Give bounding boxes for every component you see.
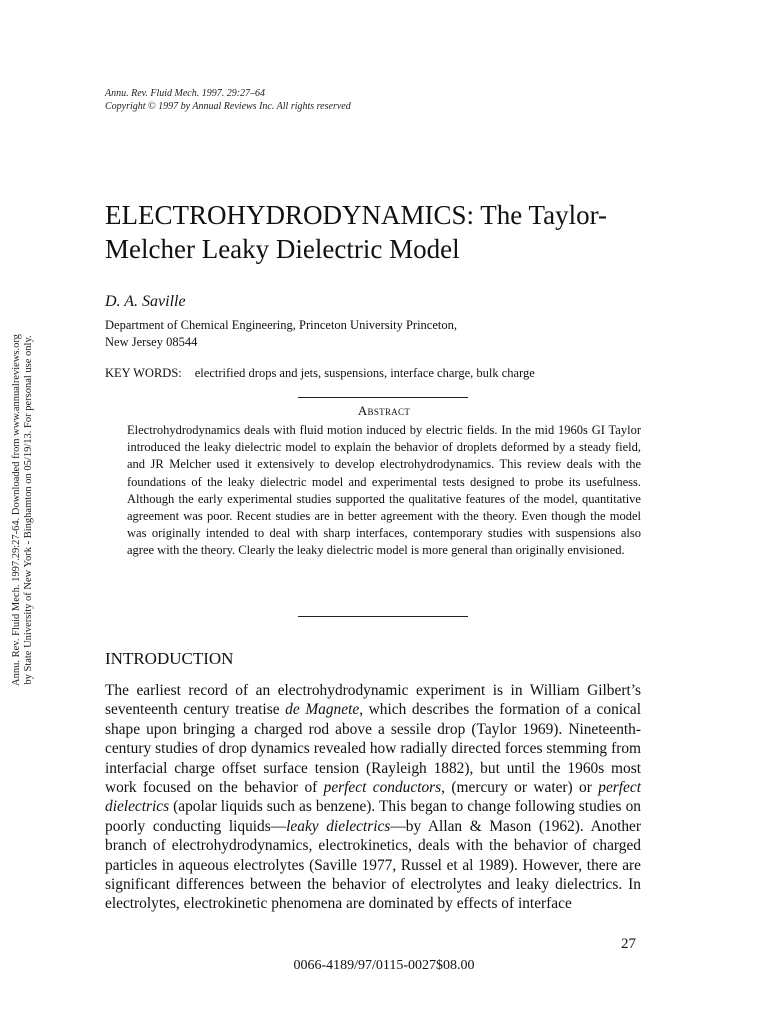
intro-text: The earliest record of an electrohydrodynamic experiment is in William Gilbert’s seventeenth century treatise bbox=[105, 682, 641, 719]
affiliation-line-1: Department of Chemical Engineering, Princeton University Princeton, bbox=[105, 318, 457, 332]
intro-text: , (mercury or water) or bbox=[441, 779, 599, 797]
intro-text: , which describes the formation of a conical shape upon bringing a charged rod above a sessile drop (Taylor 1969). Nineteenth-century studies of drop dynamics revealed how radially directed forces stemming from interfacial charge offset surface tension (Rayleigh 1882), but until the 1960s most work focused on the behavior of bbox=[105, 701, 641, 797]
author-affiliation bbox=[105, 317, 457, 351]
intro-text: —by Allan & Mason (1962). Another branch of electrohydrodynamics, electrokinetics, deals with the behavior of charged particles in aqueous electrolytes (Saville 1977, Russel et al 1989). However, there are significant differences between the behavior of electrolytes and leaky dielectrics. In electrolytes, electrokinetic phenomena are dominated by effects of interface bbox=[105, 817, 641, 913]
watermark-line-2: by State University of New York - Binghamton on 05/19/13. For personal use only. bbox=[23, 335, 34, 685]
abstract-bottom-rule bbox=[298, 616, 468, 617]
keywords-list: electrified drops and jets, suspensions, interface charge, bulk charge bbox=[194, 366, 535, 380]
download-watermark bbox=[0, 280, 46, 740]
page-number: 27 bbox=[621, 936, 636, 952]
intro-text: (apolar liquids such as benzene). This began to change following studies on poorly conducting liquids— bbox=[105, 798, 641, 835]
section-heading-introduction: INTRODUCTION bbox=[105, 649, 234, 668]
keywords-label: KEY WORDS: bbox=[105, 366, 182, 380]
keywords bbox=[105, 366, 535, 381]
footer-code: 0066-4189/97/0115-0027$08.00 bbox=[293, 958, 475, 973]
abstract-text: Electrohydrodynamics deals with fluid motion induced by electric fields. In the mid 1960s GI Taylor introduced the leaky dielectric model to explain the behavior of droplets deformed by a steady field, and JR Melcher used it extensively to develop electrohydrodynamics. This review deals with the foundations of the leaky dielectric model and experimental tests designed to probe its usefulness. Although the early experimental studies supported the qualitative features of the model, quantitative agreement was poor. Recent studies are in better agreement with the theory. Even though the model was originally intended to deal with sharp interfaces, contemporary studies with suspensions also agree with the theory. Clearly the leaky dielectric model is more general than originally envisioned. bbox=[127, 423, 641, 558]
intro-emphasis: leaky dielectrics bbox=[286, 817, 391, 835]
intro-emphasis: de Magnete bbox=[285, 701, 360, 719]
journal-header bbox=[105, 88, 351, 113]
abstract-heading: Abstract bbox=[357, 403, 411, 418]
author-name: D. A. Saville bbox=[105, 293, 186, 310]
journal-copyright: Copyright © 1997 by Annual Reviews Inc. All rights reserved bbox=[105, 100, 351, 112]
article-title: ELECTROHYDRODYNAMICS: The Taylor-Melcher Leaky Dielectric Model bbox=[105, 200, 608, 264]
journal-citation: Annu. Rev. Fluid Mech. 1997. 29:27–64 bbox=[105, 88, 266, 99]
affiliation-line-2: New Jersey 08544 bbox=[105, 335, 198, 349]
watermark-line-1: Annu. Rev. Fluid Mech. 1997.29:27-64. Downloaded from www.annualreviews.org bbox=[11, 334, 22, 686]
intro-emphasis: perfect dielectrics bbox=[105, 779, 641, 816]
intro-emphasis: perfect conductors bbox=[323, 779, 442, 797]
abstract-top-rule bbox=[298, 397, 468, 398]
introduction-paragraph bbox=[105, 681, 641, 914]
